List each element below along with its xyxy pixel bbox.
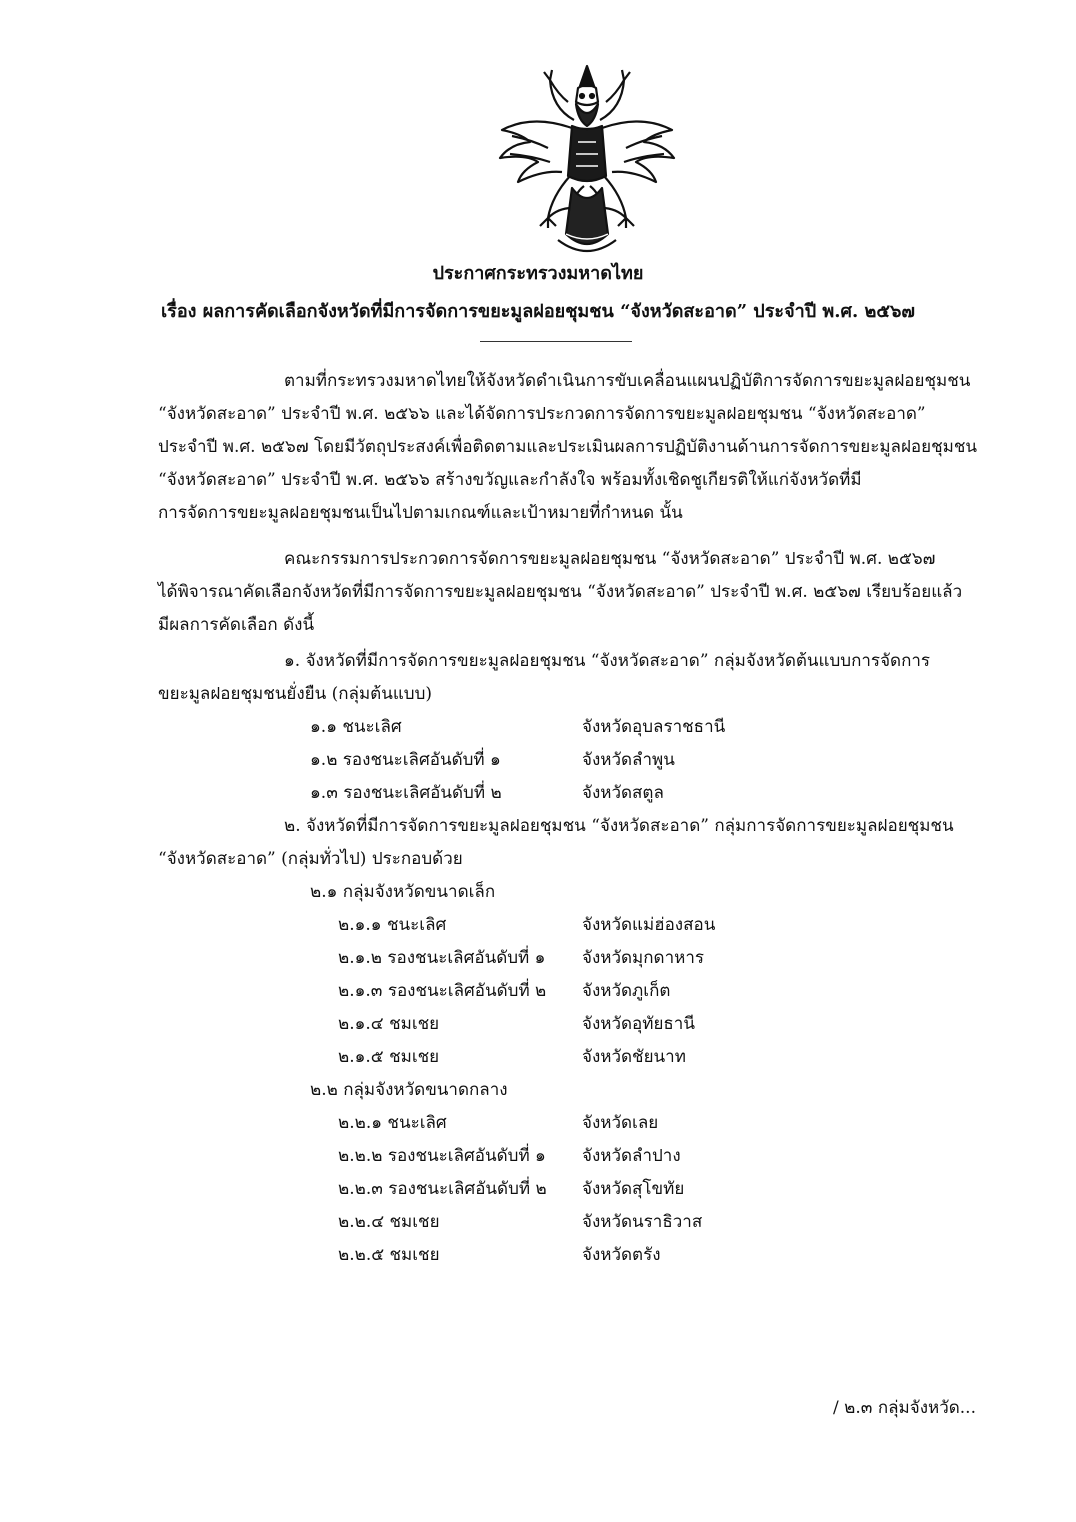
award-province: จังหวัดตรัง [582, 1245, 661, 1265]
para1-line: “จังหวัดสะอาด” ประจำปี พ.ศ. ๒๕๖๖ สร้างขวัญและกำลังใจ พร้อมทั้งเชิดชูเกียรติให้แก่จังหวัดที่มี [158, 470, 862, 490]
award-province: จังหวัดลำปาง [582, 1146, 681, 1166]
award-province: จังหวัดภูเก็ต [582, 981, 671, 1001]
para1-line: ตามที่กระทรวงมหาดไทยให้จังหวัดดำเนินการขับเคลื่อนแผนปฏิบัติการจัดการขยะมูลฝอยชุมชน [284, 371, 971, 391]
para1-line: “จังหวัดสะอาด” ประจำปี พ.ศ. ๒๕๖๖ และได้จัดการประกวดการจัดการขยะมูลฝอยชุมชน “จังหวัดสะอาด” [158, 404, 926, 424]
award-label: ๑.๓ รองชนะเลิศอันดับที่ ๒ [310, 783, 502, 803]
award-province: จังหวัดอุทัยธานี [582, 1014, 695, 1034]
section2-line: ๒. จังหวัดที่มีการจัดการขยะมูลฝอยชุมชน “จังหวัดสะอาด” กลุ่มการจัดการขยะมูลฝอยชุมชน [284, 816, 954, 836]
award-province: จังหวัดมุกดาหาร [582, 948, 705, 968]
award-province: จังหวัดลำพูน [582, 750, 675, 770]
award-label: ๑.๒ รองชนะเลิศอันดับที่ ๑ [310, 750, 501, 770]
para2-line: คณะกรรมการประกวดการจัดการขยะมูลฝอยชุมชน “จังหวัดสะอาด” ประจำปี พ.ศ. ๒๕๖๗ [284, 549, 936, 569]
page-continuation: / ๒.๓ กลุ่มจังหวัด... [833, 1398, 976, 1418]
group-title: ๒.๒ กลุ่มจังหวัดขนาดกลาง [310, 1080, 508, 1100]
para1-line: การจัดการขยะมูลฝอยชุมชนเป็นไปตามเกณฑ์และเป้าหมายที่กำหนด นั้น [158, 503, 683, 523]
award-label: ๒.๑.๒ รองชนะเลิศอันดับที่ ๑ [338, 948, 546, 968]
announcement-subject: เรื่อง ผลการคัดเลือกจังหวัดที่มีการจัดการขยะมูลฝอยชุมชน “จังหวัดสะอาด” ประจำปี พ.ศ. ๒๕๖๗ [161, 301, 915, 322]
award-label: ๒.๒.๓ รองชนะเลิศอันดับที่ ๒ [338, 1179, 547, 1199]
award-label: ๒.๒.๕ ชมเชย [338, 1245, 440, 1265]
award-label: ๒.๑.๔ ชมเชย [338, 1014, 440, 1034]
award-province: จังหวัดเลย [582, 1113, 659, 1133]
section1-line: ขยะมูลฝอยชุมชนยั่งยืน (กลุ่มต้นแบบ) [158, 684, 433, 704]
garuda-emblem-icon [492, 58, 682, 258]
award-province: จังหวัดอุบลราชธานี [582, 717, 726, 737]
award-label: ๒.๒.๑ ชนะเลิศ [338, 1113, 447, 1133]
title-divider [480, 341, 632, 342]
award-province: จังหวัดชัยนาท [582, 1047, 686, 1067]
award-province: จังหวัดนราธิวาส [582, 1212, 703, 1232]
award-province: จังหวัดสุโขทัย [582, 1179, 685, 1199]
award-province: จังหวัดแม่ฮ่องสอน [582, 915, 716, 935]
award-label: ๑.๑ ชนะเลิศ [310, 717, 402, 737]
para2-line: ได้พิจารณาคัดเลือกจังหวัดที่มีการจัดการขยะมูลฝอยชุมชน “จังหวัดสะอาด” ประจำปี พ.ศ. ๒๕๖๗ เรียบร้อยแล้ว [158, 582, 963, 602]
group-title: ๒.๑ กลุ่มจังหวัดขนาดเล็ก [310, 882, 496, 902]
section1-line: ๑. จังหวัดที่มีการจัดการขยะมูลฝอยชุมชน “จังหวัดสะอาด” กลุ่มจังหวัดต้นแบบการจัดการ [284, 651, 931, 671]
announcement-title: ประกาศกระทรวงมหาดไทย [432, 263, 644, 284]
award-label: ๒.๒.๔ ชมเชย [338, 1212, 440, 1232]
award-label: ๒.๒.๒ รองชนะเลิศอันดับที่ ๑ [338, 1146, 546, 1166]
para2-line: มีผลการคัดเลือก ดังนี้ [158, 615, 315, 635]
section2-line: “จังหวัดสะอาด” (กลุ่มทั่วไป) ประกอบด้วย [158, 849, 463, 869]
award-province: จังหวัดสตูล [582, 783, 664, 803]
award-label: ๒.๑.๕ ชมเชย [338, 1047, 440, 1067]
para1-line: ประจำปี พ.ศ. ๒๕๖๗ โดยมีวัตถุประสงค์เพื่อติดตามและประเมินผลการปฏิบัติงานด้านการจัดการขยะมูลฝอยชุมชน [158, 437, 977, 457]
award-label: ๒.๑.๓ รองชนะเลิศอันดับที่ ๒ [338, 981, 547, 1001]
award-label: ๒.๑.๑ ชนะเลิศ [338, 915, 447, 935]
